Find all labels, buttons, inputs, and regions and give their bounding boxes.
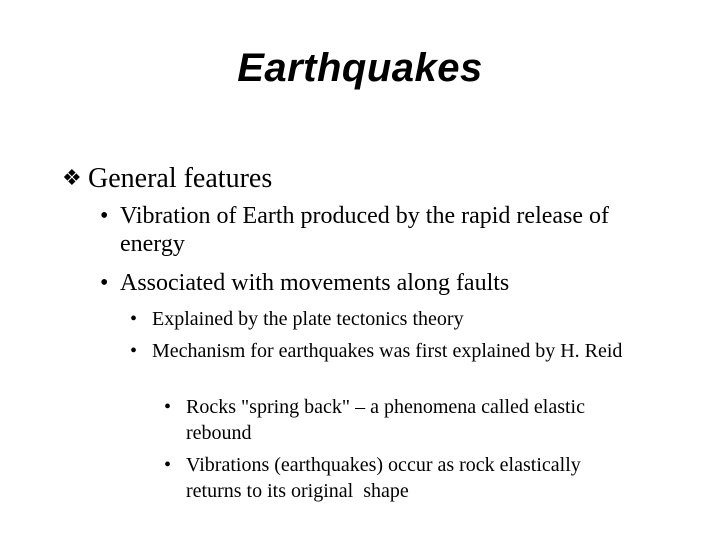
- list-item-text: Vibration of Earth produced by the rapid release of energy: [120, 203, 610, 257]
- bullet-icon: •: [130, 340, 138, 362]
- diamond-bullet-icon: ❖: [62, 165, 82, 190]
- bullet-icon: •: [164, 396, 172, 418]
- section-heading-text: General features: [88, 163, 273, 194]
- slide-title: Earthquakes: [237, 46, 483, 90]
- sub-list-item-text: Mechanism for earthquakes was first explained by H. Reid: [152, 340, 623, 362]
- sub-sub-list-item-text: Vibrations (earthquakes) occur as rock elastically returns to its original shape: [186, 454, 586, 502]
- bullet-icon: •: [130, 308, 138, 330]
- sub-list-item: [130, 338, 720, 364]
- list-item: [100, 202, 620, 258]
- sub-list-item: [130, 306, 712, 332]
- sub-sub-list-item-text: Rocks "spring back" – a phenomena called elastic rebound: [186, 396, 585, 444]
- sub-list-item-text: Explained by the plate tectonics theory: [152, 308, 464, 330]
- sub-sub-list-item: [164, 452, 606, 504]
- list-item: [100, 269, 680, 297]
- bullet-icon: •: [100, 270, 109, 296]
- bullet-icon: •: [164, 454, 172, 476]
- list-item-text: Associated with movements along faults: [120, 270, 510, 296]
- sub-sub-list-item: [164, 394, 646, 446]
- bullet-icon: •: [100, 203, 109, 229]
- section-heading: [62, 162, 272, 195]
